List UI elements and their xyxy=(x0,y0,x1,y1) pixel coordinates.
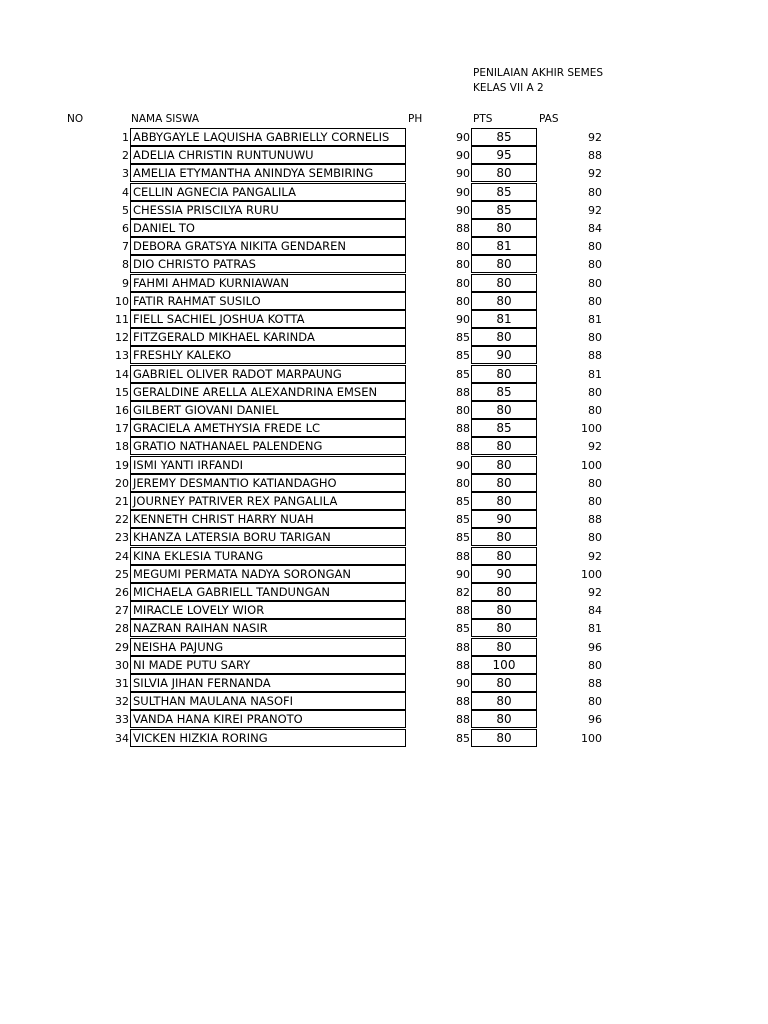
student-name: JOURNEY PATRIVER REX PANGALILA xyxy=(130,492,406,510)
student-name: DEBORA GRATSYA NIKITA GENDAREN xyxy=(130,237,406,255)
table-row xyxy=(0,510,768,528)
pts-score: 80 xyxy=(471,692,537,710)
student-number: 12 xyxy=(115,331,129,345)
student-name: DIO CHRISTO PATRAS xyxy=(130,255,406,273)
pas-score: 80 xyxy=(588,695,602,709)
table-row xyxy=(0,674,768,692)
student-name: ADELIA CHRISTIN RUNTUNUWU xyxy=(130,146,406,164)
pts-score: 80 xyxy=(471,710,537,728)
ph-score: 85 xyxy=(456,349,470,363)
table-row xyxy=(0,474,768,492)
table-row xyxy=(0,583,768,601)
table-row xyxy=(0,383,768,401)
student-name: GABRIEL OLIVER RADOT MARPAUNG xyxy=(130,365,406,383)
ph-score: 80 xyxy=(456,276,470,290)
student-name: MIRACLE LOVELY WIOR xyxy=(130,601,406,619)
student-number: 13 xyxy=(115,349,129,363)
table-row xyxy=(0,710,768,728)
student-number: 4 xyxy=(122,185,129,199)
student-number: 19 xyxy=(115,458,129,472)
student-number: 15 xyxy=(115,385,129,399)
table-row xyxy=(0,437,768,455)
pas-score: 80 xyxy=(588,294,602,308)
student-name: DANIEL TO xyxy=(130,219,406,237)
student-name: NI MADE PUTU SARY xyxy=(130,656,406,674)
ph-score: 82 xyxy=(456,586,470,599)
pts-score: 85 xyxy=(471,201,537,219)
student-name: MICHAELA GABRIELL TANDUNGAN xyxy=(130,583,406,601)
pts-score: 85 xyxy=(471,183,537,201)
table-row xyxy=(0,255,768,273)
pts-score: 80 xyxy=(471,365,537,383)
table-row xyxy=(0,164,768,182)
pas-score: 92 xyxy=(588,440,602,454)
student-name: VICKEN HIZKIA RORING xyxy=(130,729,406,747)
student-name: NEISHA PAJUNG xyxy=(130,638,406,656)
student-number: 23 xyxy=(115,531,129,545)
pas-score: 96 xyxy=(588,713,602,727)
pas-score: 80 xyxy=(588,385,602,399)
ph-score: 90 xyxy=(456,203,470,217)
student-number: 14 xyxy=(115,367,129,381)
pts-score: 85 xyxy=(471,383,537,401)
pas-score: 81 xyxy=(588,622,602,636)
pts-score: 81 xyxy=(471,310,537,328)
pas-score: 80 xyxy=(588,276,602,290)
student-name: ISMI YANTI IRFANDI xyxy=(130,456,406,474)
pts-score: 80 xyxy=(471,638,537,656)
ph-score: 88 xyxy=(456,549,470,563)
pas-score: 80 xyxy=(588,658,602,672)
pas-score: 80 xyxy=(588,331,602,345)
student-name: FRESHLY KALEKO xyxy=(130,346,406,364)
pts-score: 80 xyxy=(471,274,537,292)
student-number: 34 xyxy=(115,731,129,745)
student-number: 30 xyxy=(115,658,129,672)
student-name: VANDA HANA KIREI PRANOTO xyxy=(130,710,406,728)
table-row xyxy=(0,183,768,201)
pts-score: 80 xyxy=(471,492,537,510)
table-row xyxy=(0,456,768,474)
student-number: 11 xyxy=(115,313,129,326)
table-row xyxy=(0,346,768,364)
pts-score: 80 xyxy=(471,547,537,565)
ph-score: 88 xyxy=(456,640,470,654)
student-number: 9 xyxy=(122,276,129,290)
student-number: 33 xyxy=(115,713,129,727)
student-number: 25 xyxy=(115,567,129,581)
student-number: 20 xyxy=(115,476,129,490)
ph-score: 88 xyxy=(456,422,470,436)
student-name: NAZRAN RAIHAN NASIR xyxy=(130,619,406,637)
ph-score: 88 xyxy=(456,695,470,709)
pts-score: 80 xyxy=(471,437,537,455)
title-line-1: PENILAIAN AKHIR SEMES xyxy=(473,67,604,79)
table-row xyxy=(0,656,768,674)
ph-score: 90 xyxy=(456,185,470,199)
pas-score: 92 xyxy=(588,131,602,144)
student-name: AMELIA ETYMANTHA ANINDYA SEMBIRING xyxy=(130,164,406,182)
ph-score: 90 xyxy=(456,313,470,326)
pas-score: 80 xyxy=(588,531,602,545)
ph-score: 85 xyxy=(456,495,470,508)
table-row xyxy=(0,292,768,310)
student-name: FITZGERALD MIKHAEL KARINDA xyxy=(130,328,406,346)
student-number: 18 xyxy=(115,440,129,454)
column-header-ph: PH xyxy=(408,113,423,125)
pas-score: 88 xyxy=(588,677,602,690)
pts-score: 85 xyxy=(471,419,537,437)
column-header-pas: PAS xyxy=(539,113,559,125)
table-row xyxy=(0,619,768,637)
student-number: 24 xyxy=(115,549,129,563)
ph-score: 85 xyxy=(456,731,470,745)
ph-score: 85 xyxy=(456,331,470,345)
student-number: 1 xyxy=(122,131,129,144)
ph-score: 90 xyxy=(456,567,470,581)
pts-score: 80 xyxy=(471,292,537,310)
pas-score: 100 xyxy=(581,458,602,472)
pas-score: 81 xyxy=(588,313,602,326)
table-row xyxy=(0,146,768,164)
pts-score: 90 xyxy=(471,346,537,364)
student-name: GILBERT GIOVANI DANIEL xyxy=(130,401,406,419)
ph-score: 80 xyxy=(456,240,470,254)
student-name: SULTHAN MAULANA NASOFI xyxy=(130,692,406,710)
student-name: GRATIO NATHANAEL PALENDENG xyxy=(130,437,406,455)
table-row xyxy=(0,401,768,419)
ph-score: 90 xyxy=(456,131,470,144)
ph-score: 90 xyxy=(456,149,470,163)
student-number: 10 xyxy=(115,294,129,308)
pts-score: 80 xyxy=(471,528,537,546)
ph-score: 85 xyxy=(456,622,470,636)
pas-score: 92 xyxy=(588,586,602,599)
column-header-name: NAMA SISWA xyxy=(131,113,200,125)
table-row xyxy=(0,565,768,583)
student-name: FIELL SACHIEL JOSHUA KOTTA xyxy=(130,310,406,328)
pts-score: 80 xyxy=(471,456,537,474)
ph-score: 85 xyxy=(456,367,470,381)
ph-score: 85 xyxy=(456,513,470,527)
table-row xyxy=(0,729,768,747)
student-number: 29 xyxy=(115,640,129,654)
pts-score: 80 xyxy=(471,601,537,619)
student-number: 5 xyxy=(122,203,129,217)
pas-score: 100 xyxy=(581,567,602,581)
pas-score: 80 xyxy=(588,240,602,254)
pts-score: 80 xyxy=(471,255,537,273)
column-header-no: NO xyxy=(67,113,84,125)
title-line-2: KELAS VII A 2 xyxy=(473,82,544,94)
ph-score: 80 xyxy=(456,476,470,490)
student-number: 7 xyxy=(122,240,129,254)
pts-score: 80 xyxy=(471,164,537,182)
table-row xyxy=(0,128,768,146)
pts-score: 85 xyxy=(471,128,537,146)
table-row xyxy=(0,201,768,219)
student-name: KENNETH CHRIST HARRY NUAH xyxy=(130,510,406,528)
table-row xyxy=(0,274,768,292)
student-name: SILVIA JIHAN FERNANDA xyxy=(130,674,406,692)
student-name: FATIR RAHMAT SUSILO xyxy=(130,292,406,310)
student-number: 16 xyxy=(115,404,129,417)
table-row xyxy=(0,219,768,237)
ph-score: 80 xyxy=(456,404,470,417)
student-number: 17 xyxy=(115,422,129,436)
student-name: FAHMI AHMAD KURNIAWAN xyxy=(130,274,406,292)
pas-score: 80 xyxy=(588,258,602,272)
student-name: KINA EKLESIA TURANG xyxy=(130,547,406,565)
student-number: 26 xyxy=(115,586,129,599)
student-name: MEGUMI PERMATA NADYA SORONGAN xyxy=(130,565,406,583)
student-number: 31 xyxy=(115,677,129,690)
ph-score: 85 xyxy=(456,531,470,545)
pas-score: 92 xyxy=(588,167,602,181)
student-name: CELLIN AGNECIA PANGALILA xyxy=(130,183,406,201)
table-row xyxy=(0,547,768,565)
ph-score: 88 xyxy=(456,658,470,672)
pts-score: 80 xyxy=(471,401,537,419)
pas-score: 80 xyxy=(588,404,602,417)
pas-score: 92 xyxy=(588,549,602,563)
pts-score: 95 xyxy=(471,146,537,164)
pas-score: 88 xyxy=(588,349,602,363)
student-name: KHANZA LATERSIA BORU TARIGAN xyxy=(130,528,406,546)
pas-score: 88 xyxy=(588,149,602,163)
pas-score: 92 xyxy=(588,203,602,217)
pas-score: 84 xyxy=(588,604,602,618)
student-number: 3 xyxy=(122,167,129,181)
student-name: ABBYGAYLE LAQUISHA GABRIELLY CORNELIS xyxy=(130,128,406,146)
pas-score: 80 xyxy=(588,495,602,508)
pas-score: 81 xyxy=(588,367,602,381)
table-row xyxy=(0,419,768,437)
student-number: 28 xyxy=(115,622,129,636)
student-number: 6 xyxy=(122,222,129,235)
ph-score: 88 xyxy=(456,440,470,454)
student-number: 22 xyxy=(115,513,129,527)
table-row xyxy=(0,528,768,546)
pts-score: 80 xyxy=(471,674,537,692)
pas-score: 80 xyxy=(588,476,602,490)
ph-score: 88 xyxy=(456,385,470,399)
pts-score: 80 xyxy=(471,474,537,492)
student-number: 32 xyxy=(115,695,129,709)
student-name: CHESSIA PRISCILYA RURU xyxy=(130,201,406,219)
pas-score: 96 xyxy=(588,640,602,654)
pts-score: 80 xyxy=(471,583,537,601)
student-name: GERALDINE ARELLA ALEXANDRINA EMSEN xyxy=(130,383,406,401)
ph-score: 90 xyxy=(456,458,470,472)
pts-score: 80 xyxy=(471,729,537,747)
pts-score: 90 xyxy=(471,510,537,528)
ph-score: 88 xyxy=(456,604,470,618)
student-number: 21 xyxy=(115,495,129,508)
table-row xyxy=(0,601,768,619)
pts-score: 80 xyxy=(471,619,537,637)
pas-score: 100 xyxy=(581,422,602,436)
table-row xyxy=(0,638,768,656)
student-name: GRACIELA AMETHYSIA FREDE LC xyxy=(130,419,406,437)
pts-score: 80 xyxy=(471,219,537,237)
ph-score: 90 xyxy=(456,167,470,181)
ph-score: 90 xyxy=(456,677,470,690)
table-row xyxy=(0,365,768,383)
pts-score: 81 xyxy=(471,237,537,255)
pts-score: 80 xyxy=(471,328,537,346)
ph-score: 88 xyxy=(456,222,470,235)
student-number: 2 xyxy=(122,149,129,163)
student-number: 8 xyxy=(122,258,129,272)
pas-score: 100 xyxy=(581,731,602,745)
ph-score: 88 xyxy=(456,713,470,727)
table-row xyxy=(0,237,768,255)
ph-score: 80 xyxy=(456,294,470,308)
table-row xyxy=(0,310,768,328)
pas-score: 88 xyxy=(588,513,602,527)
table-row xyxy=(0,492,768,510)
student-number: 27 xyxy=(115,604,129,618)
table-row xyxy=(0,328,768,346)
pas-score: 84 xyxy=(588,222,602,235)
pts-score: 90 xyxy=(471,565,537,583)
student-name: JEREMY DESMANTIO KATIANDAGHO xyxy=(130,474,406,492)
pts-score: 100 xyxy=(471,656,537,674)
column-header-pts: PTS xyxy=(473,113,493,125)
table-row xyxy=(0,692,768,710)
ph-score: 80 xyxy=(456,258,470,272)
pas-score: 80 xyxy=(588,185,602,199)
